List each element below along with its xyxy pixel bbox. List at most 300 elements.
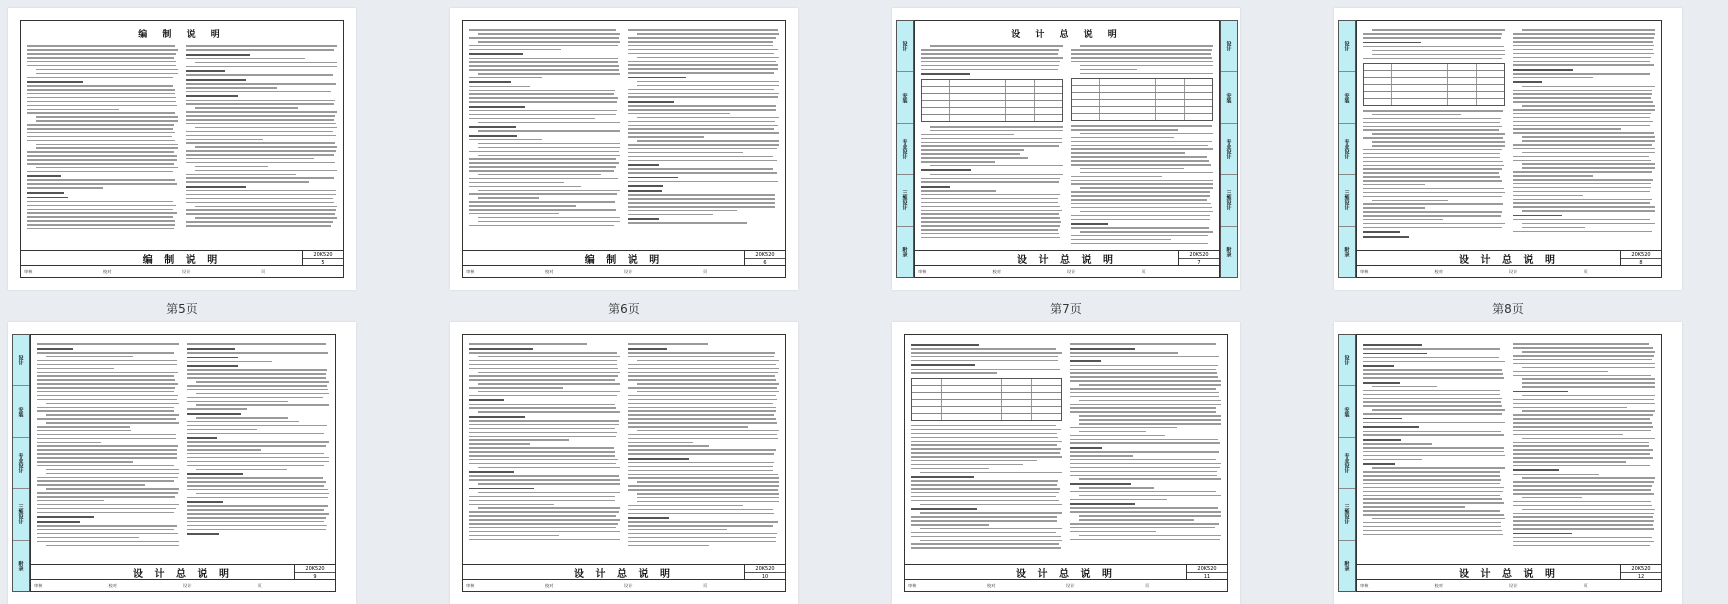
text-line bbox=[628, 477, 779, 479]
text-column-left bbox=[1363, 341, 1505, 561]
text-line bbox=[628, 198, 775, 200]
text-line bbox=[1522, 223, 1655, 225]
page-title: 编 制 说 明 bbox=[138, 30, 226, 40]
text-line bbox=[628, 375, 775, 377]
text-line bbox=[478, 143, 620, 145]
text-line bbox=[920, 528, 1062, 530]
text-line bbox=[195, 170, 337, 172]
text-line bbox=[27, 124, 174, 126]
text-line bbox=[478, 73, 620, 75]
section-heading bbox=[1070, 503, 1135, 505]
page-number: 10 bbox=[761, 573, 769, 580]
text-line bbox=[187, 445, 326, 447]
text-line bbox=[628, 462, 774, 464]
section-heading bbox=[187, 533, 219, 535]
text-line bbox=[628, 513, 774, 515]
text-line bbox=[628, 41, 773, 43]
text-line bbox=[1071, 61, 1213, 63]
text-line bbox=[1522, 86, 1655, 88]
text-line bbox=[1363, 157, 1500, 159]
section-heading bbox=[187, 437, 217, 439]
page-number: 12 bbox=[1637, 573, 1645, 580]
text-line bbox=[1071, 207, 1212, 209]
text-line bbox=[195, 166, 268, 168]
text-line bbox=[628, 29, 778, 31]
text-line bbox=[186, 194, 336, 196]
text-line bbox=[469, 527, 616, 529]
page-number: 5 bbox=[321, 259, 325, 266]
text-line bbox=[478, 122, 620, 124]
text-line bbox=[1522, 227, 1585, 229]
text-line bbox=[37, 442, 101, 444]
text-line bbox=[469, 479, 620, 481]
text-line bbox=[1513, 195, 1583, 197]
text-line bbox=[1513, 191, 1650, 193]
text-line bbox=[1513, 449, 1653, 451]
text-line bbox=[1513, 347, 1653, 349]
text-line bbox=[469, 65, 619, 67]
text-line bbox=[36, 116, 178, 118]
text-line bbox=[1522, 163, 1655, 165]
sidebar-tab: 安装 bbox=[1221, 72, 1237, 123]
text-line bbox=[930, 165, 1063, 167]
text-line bbox=[1070, 475, 1217, 477]
text-line bbox=[469, 49, 561, 51]
text-line bbox=[628, 68, 778, 70]
text-line bbox=[921, 181, 1059, 183]
text-line bbox=[37, 375, 174, 377]
text-line bbox=[1363, 33, 1502, 35]
text-line bbox=[628, 96, 778, 98]
text-line bbox=[1071, 160, 1209, 162]
text-line bbox=[469, 86, 530, 88]
text-line bbox=[37, 492, 178, 494]
text-line bbox=[1363, 211, 1502, 213]
text-line bbox=[920, 540, 1062, 542]
text-line bbox=[1513, 343, 1649, 345]
text-line bbox=[478, 391, 620, 393]
title-block-title: 设 计 总 说 明 bbox=[1016, 569, 1116, 580]
text-line bbox=[628, 152, 743, 154]
text-line bbox=[1513, 128, 1621, 130]
text-line bbox=[637, 57, 779, 59]
text-line bbox=[628, 37, 776, 39]
text-line bbox=[628, 403, 773, 405]
text-line bbox=[469, 162, 619, 164]
text-line bbox=[36, 73, 178, 75]
text-line bbox=[921, 198, 1058, 200]
text-line bbox=[1080, 133, 1213, 135]
text-line bbox=[628, 160, 777, 162]
sidebar-tab: 设计 bbox=[1339, 335, 1355, 386]
section-heading bbox=[1363, 439, 1401, 441]
text-line bbox=[1070, 435, 1165, 437]
page-title: 设 计 总 说 明 bbox=[1011, 30, 1123, 40]
text-line bbox=[469, 201, 615, 203]
text-line bbox=[469, 352, 617, 354]
text-line bbox=[196, 493, 329, 495]
text-line bbox=[628, 379, 776, 381]
text-line bbox=[186, 174, 296, 176]
text-line bbox=[637, 391, 779, 393]
text-line bbox=[628, 181, 778, 183]
text-line bbox=[186, 66, 337, 68]
section-heading bbox=[27, 175, 61, 177]
text-line bbox=[37, 410, 174, 412]
text-line bbox=[628, 214, 713, 216]
text-line bbox=[628, 132, 779, 134]
document-page-6[interactable] bbox=[450, 8, 798, 290]
text-line bbox=[1071, 180, 1213, 182]
text-line bbox=[1363, 168, 1502, 170]
page-label-8: 第8页 bbox=[1492, 302, 1524, 316]
section-heading bbox=[628, 177, 678, 179]
text-line bbox=[1071, 239, 1171, 241]
document-page-9[interactable] bbox=[8, 322, 356, 604]
text-line bbox=[1513, 33, 1655, 35]
text-line bbox=[1513, 513, 1654, 515]
section-heading bbox=[628, 458, 689, 460]
table-row bbox=[922, 101, 1062, 108]
page-number: 7 bbox=[1197, 259, 1201, 266]
text-line bbox=[186, 158, 314, 160]
text-line bbox=[469, 151, 619, 153]
text-line bbox=[469, 209, 616, 211]
sidebar-tab: 专业设计 bbox=[1339, 438, 1355, 489]
text-line bbox=[1363, 487, 1504, 489]
title-block-title: 编 制 说 明 bbox=[584, 255, 664, 266]
text-line bbox=[1513, 371, 1608, 373]
text-line bbox=[187, 457, 329, 459]
text-line bbox=[469, 97, 618, 99]
text-line bbox=[469, 387, 563, 389]
text-line bbox=[911, 356, 1058, 358]
text-line bbox=[1513, 97, 1651, 99]
text-line bbox=[27, 49, 178, 51]
table-row bbox=[922, 80, 1062, 87]
section-heading bbox=[187, 501, 223, 503]
text-line bbox=[628, 368, 779, 370]
spec-table bbox=[921, 79, 1063, 122]
text-line bbox=[1372, 141, 1505, 143]
section-heading bbox=[1363, 344, 1422, 346]
table-row bbox=[922, 87, 1062, 94]
text-line bbox=[187, 361, 272, 363]
text-line bbox=[469, 535, 559, 537]
text-line bbox=[46, 403, 179, 405]
text-line bbox=[628, 64, 778, 66]
text-line bbox=[921, 233, 1059, 235]
text-line bbox=[628, 442, 693, 444]
table-row bbox=[912, 386, 1061, 393]
text-line bbox=[186, 139, 263, 141]
text-line bbox=[1363, 37, 1501, 39]
text-line bbox=[1363, 203, 1503, 205]
text-line bbox=[478, 492, 620, 494]
page-number: 6 bbox=[763, 259, 767, 266]
text-line bbox=[478, 221, 620, 223]
page-label-6: 第6页 bbox=[608, 302, 640, 316]
text-line bbox=[46, 545, 179, 547]
text-line bbox=[187, 433, 324, 435]
atlas-code: 20K520 bbox=[295, 565, 335, 573]
document-page-11[interactable] bbox=[892, 322, 1240, 604]
text-column-right bbox=[628, 27, 779, 247]
text-line bbox=[478, 147, 620, 149]
document-page-12[interactable] bbox=[1334, 322, 1682, 604]
text-line bbox=[1363, 502, 1504, 504]
text-line bbox=[1363, 522, 1501, 524]
text-line bbox=[1363, 361, 1505, 363]
text-line bbox=[921, 213, 1059, 215]
text-line bbox=[469, 439, 569, 441]
text-line bbox=[1513, 187, 1651, 189]
title-block-title: 设 计 总 说 明 bbox=[1459, 569, 1559, 580]
sidebar-tabs-right bbox=[1220, 20, 1238, 278]
text-line bbox=[1522, 382, 1655, 384]
text-line bbox=[1071, 215, 1210, 217]
text-line bbox=[921, 210, 1062, 212]
text-line bbox=[1363, 192, 1505, 194]
text-line bbox=[921, 237, 1060, 239]
text-line bbox=[1363, 348, 1500, 350]
section-heading bbox=[911, 364, 975, 366]
text-line bbox=[930, 174, 1063, 176]
text-line bbox=[1513, 516, 1653, 518]
text-line bbox=[46, 422, 179, 424]
text-line bbox=[1513, 407, 1627, 409]
table-row bbox=[1364, 64, 1504, 71]
text-line bbox=[46, 488, 179, 490]
section-heading bbox=[469, 126, 516, 128]
text-line bbox=[186, 213, 335, 215]
text-line bbox=[187, 441, 329, 443]
text-line bbox=[1513, 171, 1652, 173]
text-column-right bbox=[1513, 341, 1655, 561]
text-line bbox=[27, 85, 173, 87]
text-line bbox=[186, 74, 333, 76]
text-line bbox=[1522, 105, 1655, 107]
text-line bbox=[469, 447, 614, 449]
text-line bbox=[628, 521, 778, 523]
text-line bbox=[1070, 527, 1215, 529]
text-line bbox=[1513, 179, 1653, 181]
text-line bbox=[1513, 359, 1652, 361]
document-page-5[interactable] bbox=[8, 8, 356, 290]
table-row bbox=[1072, 100, 1212, 107]
text-line bbox=[1070, 442, 1220, 444]
text-line bbox=[1372, 518, 1505, 520]
text-line bbox=[469, 379, 615, 381]
text-line bbox=[1080, 231, 1213, 233]
text-line bbox=[187, 477, 323, 479]
text-line bbox=[478, 197, 539, 199]
text-line bbox=[1513, 160, 1651, 162]
title-block: 编 制 说 明 20K520 5 审核 校对 设计 页 bbox=[21, 250, 343, 277]
atlas-code: 20K520 bbox=[745, 251, 785, 259]
text-line bbox=[1080, 73, 1213, 75]
table-row bbox=[922, 94, 1062, 101]
text-line bbox=[1363, 506, 1465, 508]
text-line bbox=[27, 179, 175, 181]
text-line bbox=[37, 368, 114, 370]
text-line bbox=[1522, 438, 1655, 440]
text-line bbox=[1513, 485, 1652, 487]
text-line bbox=[911, 444, 1057, 446]
text-line bbox=[1363, 176, 1500, 178]
text-line bbox=[921, 142, 1062, 144]
text-line bbox=[27, 224, 175, 226]
title-block-title: 设 计 总 说 明 bbox=[574, 569, 674, 580]
text-line bbox=[186, 198, 333, 200]
text-line bbox=[911, 524, 989, 526]
document-page-7[interactable] bbox=[892, 8, 1240, 290]
text-line bbox=[469, 114, 616, 116]
text-line bbox=[187, 497, 328, 499]
text-line bbox=[46, 473, 179, 475]
text-line bbox=[186, 181, 309, 183]
text-line bbox=[1513, 148, 1655, 150]
text-line bbox=[1513, 41, 1653, 43]
text-line bbox=[911, 468, 989, 470]
text-line bbox=[187, 425, 327, 427]
text-line bbox=[469, 139, 542, 141]
text-line bbox=[1071, 243, 1208, 245]
text-line bbox=[1363, 401, 1501, 403]
text-line bbox=[911, 348, 1056, 350]
text-line bbox=[921, 190, 996, 192]
text-line bbox=[911, 492, 1059, 494]
text-line bbox=[27, 97, 176, 99]
text-line bbox=[1363, 172, 1499, 174]
text-line bbox=[1513, 445, 1649, 447]
text-line bbox=[1513, 156, 1649, 158]
section-heading bbox=[1513, 215, 1562, 217]
text-line bbox=[187, 421, 299, 423]
text-line bbox=[1513, 481, 1654, 483]
text-line bbox=[1522, 395, 1655, 397]
text-line bbox=[195, 62, 337, 64]
atlas-code: 20K520 bbox=[1179, 251, 1219, 259]
text-line bbox=[469, 178, 618, 180]
text-line bbox=[37, 387, 175, 389]
text-line bbox=[1513, 434, 1623, 436]
text-line bbox=[628, 49, 778, 51]
text-line bbox=[1513, 453, 1650, 455]
text-line bbox=[469, 424, 619, 426]
text-line bbox=[37, 533, 178, 535]
text-line bbox=[628, 541, 776, 543]
section-heading bbox=[186, 79, 246, 81]
text-line bbox=[1513, 355, 1654, 357]
text-line bbox=[628, 474, 778, 476]
sidebar-tabs-left bbox=[1338, 20, 1356, 278]
section-heading bbox=[1363, 463, 1395, 465]
text-line bbox=[478, 383, 620, 385]
text-line bbox=[1513, 37, 1654, 39]
table-row bbox=[1364, 71, 1504, 78]
text-line bbox=[469, 360, 617, 362]
text-line bbox=[1079, 400, 1221, 402]
text-line bbox=[1071, 195, 1210, 197]
text-line bbox=[37, 407, 174, 409]
text-line bbox=[27, 159, 177, 161]
text-line bbox=[46, 356, 133, 358]
text-line bbox=[921, 57, 1063, 59]
text-line bbox=[27, 205, 176, 207]
text-line bbox=[1513, 528, 1654, 530]
text-line bbox=[1071, 125, 1212, 127]
text-line bbox=[187, 352, 328, 354]
text-line bbox=[478, 372, 620, 374]
text-line bbox=[628, 533, 777, 535]
text-line bbox=[1513, 363, 1655, 365]
section-heading bbox=[911, 476, 974, 478]
text-line bbox=[1522, 386, 1655, 388]
title-block: 设 计 总 说 明 20K520 9 审核 校对 设计 页 bbox=[31, 564, 335, 591]
text-line bbox=[1363, 184, 1425, 186]
text-line bbox=[27, 101, 176, 103]
title-block-title: 设 计 总 说 明 bbox=[133, 569, 233, 580]
text-line bbox=[1071, 227, 1209, 229]
text-line bbox=[1372, 133, 1505, 135]
text-line bbox=[469, 186, 581, 188]
text-line bbox=[1363, 475, 1500, 477]
text-line bbox=[37, 445, 178, 447]
text-line bbox=[637, 430, 779, 432]
text-line bbox=[469, 451, 615, 453]
text-line bbox=[186, 221, 333, 223]
text-line bbox=[1363, 491, 1503, 493]
text-line bbox=[1513, 121, 1653, 123]
text-line bbox=[1363, 369, 1502, 371]
text-line bbox=[1070, 499, 1167, 501]
text-line bbox=[1070, 352, 1178, 354]
text-line bbox=[628, 136, 704, 138]
atlas-code: 20K520 bbox=[1621, 565, 1661, 573]
section-heading bbox=[37, 348, 73, 350]
text-line bbox=[469, 110, 617, 112]
text-line bbox=[1363, 434, 1504, 436]
text-line bbox=[628, 343, 708, 345]
text-line bbox=[37, 449, 177, 451]
text-line bbox=[469, 193, 617, 195]
text-line bbox=[469, 455, 615, 457]
text-line bbox=[37, 434, 176, 436]
text-line bbox=[911, 484, 1057, 486]
text-line bbox=[1080, 172, 1213, 174]
text-line bbox=[186, 162, 335, 164]
text-line bbox=[1513, 461, 1626, 463]
text-line bbox=[469, 395, 617, 397]
text-line bbox=[1071, 164, 1211, 166]
text-column-right bbox=[187, 341, 329, 561]
text-line bbox=[1363, 46, 1504, 48]
section-heading bbox=[1070, 348, 1135, 350]
text-line bbox=[637, 140, 779, 142]
section-heading bbox=[1363, 365, 1394, 367]
text-line bbox=[1070, 407, 1216, 409]
section-heading bbox=[628, 218, 659, 220]
text-line bbox=[628, 529, 727, 531]
text-line bbox=[1080, 65, 1213, 67]
text-line bbox=[637, 481, 779, 483]
table-row bbox=[1072, 114, 1212, 120]
text-line bbox=[1070, 471, 1217, 473]
document-page-10[interactable] bbox=[450, 322, 798, 604]
document-page-8[interactable] bbox=[1334, 8, 1682, 290]
text-line bbox=[187, 401, 288, 403]
